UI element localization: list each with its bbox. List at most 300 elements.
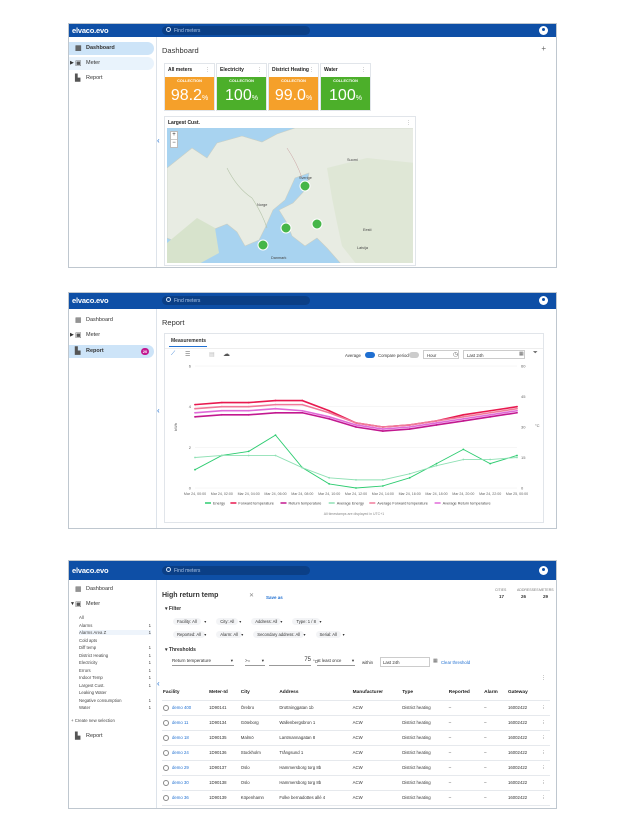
- column-header[interactable]: Gateway: [507, 685, 540, 700]
- series-point: [436, 465, 438, 467]
- table-cell: [352, 700, 402, 715]
- selection-list-item[interactable]: [79, 690, 151, 695]
- expand-row-icon[interactable]: [163, 720, 169, 726]
- kpi-tile: [321, 77, 370, 110]
- search-input[interactable]: [162, 296, 310, 305]
- column-header[interactable]: Type: [401, 685, 448, 700]
- user-icon[interactable]: [539, 566, 548, 575]
- sidebar-item-dashboard[interactable]: [69, 314, 154, 327]
- series-line: [195, 455, 517, 479]
- filter-chip[interactable]: Address: All: [251, 618, 281, 625]
- selection-item-count: 1: [148, 660, 151, 665]
- facility-link[interactable]: demo 400: [172, 704, 192, 710]
- kpi-unit: %: [305, 95, 313, 102]
- table-cell[interactable]: [162, 790, 208, 805]
- map-title: Largest Cust.: [168, 120, 200, 126]
- kpi-value-wrap: [165, 87, 214, 105]
- cell-value: Örebro: [240, 705, 255, 710]
- sidebar-item-meter[interactable]: [69, 57, 154, 70]
- table-cell: [278, 715, 351, 730]
- search-input[interactable]: [162, 566, 310, 575]
- top-bar: [69, 24, 556, 37]
- map[interactable]: [167, 128, 413, 263]
- y-right-axis-label: °C: [535, 423, 540, 428]
- meters-table: [162, 685, 550, 806]
- sidebar-label: Report: [86, 348, 104, 354]
- kpi-card[interactable]: [164, 63, 215, 111]
- x-tick-label: Mar 24, 12:00: [344, 492, 368, 496]
- filter-chip[interactable]: Secondary address: All: [253, 631, 304, 638]
- table-cell: [448, 700, 483, 715]
- table-cell: [352, 730, 402, 745]
- series-point: [301, 400, 303, 402]
- table-cell: [240, 730, 279, 745]
- y-right-tick-label: 15: [521, 455, 526, 460]
- average-toggle[interactable]: [365, 352, 375, 358]
- series-point: [516, 457, 518, 459]
- threshold-period-input[interactable]: [380, 657, 430, 667]
- selection-item-count: 1: [148, 667, 151, 673]
- row-menu-icon[interactable]: ⋮: [540, 760, 550, 775]
- kpi-tile: [269, 77, 318, 110]
- series-point: [409, 477, 411, 479]
- selection-item-label: All: [79, 615, 84, 620]
- create-selection-button[interactable]: + Create new selection: [71, 718, 115, 723]
- cell-value: District heating: [402, 750, 431, 755]
- filter-icon[interactable]: ⏷: [533, 350, 538, 356]
- more-icon[interactable]: ⋮: [205, 67, 210, 73]
- cell-value: –: [448, 795, 452, 800]
- table-cell: [507, 745, 540, 760]
- cell-value: 16002422: [508, 705, 528, 710]
- dropdown-icon: ▾: [239, 619, 242, 624]
- dropdown-icon: ▾: [261, 658, 264, 663]
- compare-period-label: Compare period: [378, 353, 409, 358]
- table-cell: [507, 760, 540, 775]
- expand-row-icon[interactable]: [163, 735, 169, 741]
- series-point: [489, 410, 491, 412]
- legend-label[interactable]: Energy: [213, 501, 226, 506]
- kpi-value-wrap: [269, 87, 318, 105]
- kpi-label: COLLECTION: [177, 79, 202, 83]
- table-cell: [401, 700, 448, 715]
- report-icon: ▙: [75, 75, 81, 82]
- compare-toggle[interactable]: [409, 352, 419, 358]
- expand-row-icon[interactable]: [163, 795, 169, 801]
- x-tick-label: Mar 24, 16:00: [398, 492, 421, 496]
- zoom-out-button[interactable]: −: [172, 140, 176, 146]
- table-cell: [507, 775, 540, 790]
- table-row[interactable]: [162, 715, 550, 730]
- table-row[interactable]: [162, 730, 550, 745]
- filter-chip[interactable]: Facility: All: [173, 618, 201, 625]
- series-point: [248, 406, 250, 408]
- meter-icon: ▣: [75, 60, 82, 67]
- selection-item-label: Largest Cust.: [79, 682, 105, 688]
- facility-link[interactable]: demo 36: [172, 794, 189, 800]
- dashboard-screenshot: [68, 23, 557, 268]
- x-tick-label: Mar 24, 20:00: [452, 492, 475, 496]
- kpi-label: COLLECTION: [281, 79, 306, 83]
- sidebar-item-dashboard[interactable]: [69, 42, 154, 55]
- cell-value: –: [484, 780, 487, 785]
- series-point: [328, 416, 330, 418]
- series-point: [462, 414, 464, 416]
- column-header[interactable]: City: [240, 685, 279, 700]
- series-point: [275, 404, 277, 406]
- cell-value: District heating: [402, 735, 431, 740]
- series-point: [489, 414, 491, 416]
- column-header[interactable]: Meter-Id: [208, 685, 240, 700]
- kpi-unit: %: [201, 95, 209, 102]
- sidebar-label: Dashboard: [86, 45, 115, 51]
- facility-link[interactable]: demo 29: [172, 764, 189, 770]
- cell-value: District heating: [402, 765, 431, 770]
- save-as-button[interactable]: Save as: [266, 595, 283, 600]
- series-point: [436, 422, 438, 424]
- more-icon[interactable]: ⋮: [541, 675, 546, 681]
- table-cell: [208, 745, 240, 760]
- meter-icon: ▣: [75, 601, 82, 608]
- table-cell[interactable]: [162, 730, 208, 745]
- filter-chip[interactable]: Alarm: All: [216, 631, 242, 638]
- add-widget-icon[interactable]: +: [541, 44, 546, 53]
- legend-label[interactable]: Forward temperature: [238, 501, 274, 506]
- selection-list-item[interactable]: [79, 698, 151, 703]
- column-header[interactable]: Manufacturer: [352, 685, 402, 700]
- zoom-controls: [170, 131, 178, 148]
- selection-item-label: Water: [79, 705, 91, 710]
- filter-chip[interactable]: City: All: [216, 618, 238, 625]
- sidebar-label: Meter: [86, 60, 101, 66]
- logo: elvaco.evo: [72, 26, 109, 35]
- cell-value: ACW: [352, 750, 363, 755]
- table-row[interactable]: [162, 775, 550, 790]
- row-menu-icon[interactable]: ⋮: [540, 730, 550, 745]
- more-icon[interactable]: ⋮: [257, 67, 262, 73]
- chart-footnote: All timestamps are displayed in UTC+1: [323, 512, 385, 516]
- y-right-tick-label: 0: [521, 485, 524, 491]
- cloud-download-icon[interactable]: ☁: [223, 351, 230, 358]
- zoom-in-button[interactable]: +: [172, 132, 176, 138]
- table-cell[interactable]: [162, 745, 208, 760]
- threshold-quantity-select[interactable]: [172, 658, 234, 666]
- kpi-value: 100: [329, 87, 356, 104]
- selection-list-item[interactable]: [79, 623, 151, 628]
- column-header[interactable]: Address: [278, 685, 351, 700]
- series-point: [328, 410, 330, 412]
- collapse-sidebar-icon[interactable]: ‹: [157, 406, 160, 415]
- table-cell[interactable]: [162, 700, 208, 715]
- threshold-duration-select[interactable]: [317, 658, 355, 666]
- map-label: Suomi: [347, 158, 358, 162]
- dropdown-icon: ▾: [230, 658, 233, 663]
- legend-label[interactable]: Average Energy: [336, 501, 364, 506]
- series-line: [195, 409, 517, 429]
- sidebar-item-meter[interactable]: [69, 329, 154, 342]
- map-label: Eesti: [363, 228, 372, 232]
- legend-label[interactable]: Average Return temperature: [442, 501, 491, 506]
- table-cell: [240, 760, 279, 775]
- table-row[interactable]: [162, 790, 550, 805]
- report-screenshot: [68, 292, 557, 529]
- selection-list-item[interactable]: [79, 705, 151, 710]
- selection-item-label: Leaking Water: [79, 690, 107, 695]
- cell-value: Trångsund 1: [279, 750, 304, 755]
- threshold-value-input[interactable]: [269, 657, 311, 666]
- cell-value: Hammersborg torg 8b: [279, 765, 322, 770]
- series-point: [489, 463, 491, 465]
- cell-value: District heating: [402, 780, 431, 785]
- expand-row-icon[interactable]: [163, 780, 169, 786]
- threshold-value: 75: [304, 657, 311, 663]
- legend-label[interactable]: Return temperature: [288, 501, 322, 506]
- kpi-card-title: All meters: [168, 67, 193, 73]
- selection-item-count: 1: [148, 697, 151, 703]
- cell-value: 1D90141: [209, 705, 227, 710]
- selection-item-label: Diff temp: [79, 645, 97, 650]
- search-placeholder: Find meters: [174, 567, 201, 574]
- cell-value: –: [484, 765, 487, 770]
- cell-value: Wallenbergsbron 1: [279, 720, 316, 725]
- table-row[interactable]: [162, 745, 550, 760]
- table-cell[interactable]: [162, 760, 208, 775]
- table-cell: [401, 745, 448, 760]
- selection-list-item[interactable]: [79, 660, 151, 665]
- series-point: [409, 426, 411, 428]
- selection-list-item[interactable]: [79, 615, 151, 620]
- clear-threshold-link[interactable]: Clear threshold: [441, 660, 471, 665]
- selection-item-label: Alarms Area Z: [79, 630, 107, 635]
- stat-label: CITIES: [495, 588, 507, 592]
- sidebar-label: Dashboard: [86, 586, 113, 592]
- table-cell: [278, 730, 351, 745]
- table-row[interactable]: [162, 700, 550, 715]
- filter-heading[interactable]: ▾ Filter: [165, 606, 182, 612]
- cell-value: 16002422: [508, 780, 528, 785]
- threshold-operator-select[interactable]: [245, 658, 265, 666]
- series-point: [275, 434, 277, 436]
- series-point: [301, 467, 303, 469]
- table-cell: [448, 715, 483, 730]
- table-cell: [448, 775, 483, 790]
- series-point: [436, 463, 438, 465]
- selection-list-item[interactable]: [79, 630, 151, 635]
- stat-value: 29: [543, 594, 549, 599]
- export-icon[interactable]: ▤: [209, 352, 215, 358]
- selection-list-item[interactable]: [79, 653, 151, 658]
- table-row[interactable]: [162, 760, 550, 775]
- table-cell: [208, 790, 240, 805]
- kpi-value-wrap: [321, 87, 370, 105]
- cell-value: 16002422: [508, 765, 528, 770]
- cell-value: 1D90137: [209, 765, 227, 770]
- y-right-tick-label: 30: [521, 424, 526, 430]
- kpi-card[interactable]: [216, 63, 267, 111]
- y-tick-label: 6: [188, 363, 191, 369]
- period-select[interactable]: [463, 350, 525, 359]
- table-cell: [240, 775, 279, 790]
- cell-value: 16002422: [508, 750, 528, 755]
- y-right-tick-label: 60: [521, 363, 526, 369]
- kpi-value: 98.2: [170, 87, 202, 104]
- column-header[interactable]: Alarm: [483, 685, 507, 700]
- more-icon[interactable]: ⋮: [309, 67, 314, 73]
- series-point: [409, 473, 411, 475]
- facility-link[interactable]: demo 30: [172, 779, 189, 785]
- facility-link[interactable]: demo 11: [172, 719, 189, 725]
- selection-list-item[interactable]: [79, 638, 151, 643]
- cell-value: 1D90134: [209, 720, 227, 725]
- line-chart-icon[interactable]: ⟋: [171, 351, 176, 357]
- series-point: [221, 406, 223, 408]
- cell-value: 1D90136: [209, 750, 227, 755]
- map-widget: [164, 116, 416, 266]
- y-tick-label: 2: [188, 444, 191, 450]
- table-cell: [401, 730, 448, 745]
- cell-value: ACW: [352, 780, 363, 785]
- selection-item-count: 1: [148, 705, 151, 710]
- cell-value: Oslo: [240, 780, 250, 785]
- kpi-value-wrap: [217, 87, 266, 105]
- y-axis-label: kWh: [173, 423, 178, 431]
- dashboard-icon: ▦: [75, 45, 82, 52]
- search-input[interactable]: [162, 26, 310, 35]
- cell-value: 1D90138: [209, 780, 227, 785]
- expand-row-icon[interactable]: [163, 705, 169, 711]
- user-icon[interactable]: [539, 296, 548, 305]
- cell-value: 16002422: [508, 795, 528, 800]
- table-cell: [448, 730, 483, 745]
- series-point: [355, 426, 357, 428]
- sidebar: [69, 37, 157, 267]
- filter-chip[interactable]: Type: 1 / 8: [292, 618, 320, 625]
- table-cell: [507, 790, 540, 805]
- dropdown-icon: ▾: [241, 632, 244, 637]
- cell-value: Stockholm: [240, 750, 261, 755]
- cell-value: –: [448, 705, 452, 710]
- facility-link[interactable]: demo 24: [172, 749, 189, 755]
- cell-value: Hammersborg torg 8b: [279, 780, 322, 785]
- sidebar-item-dashboard[interactable]: [69, 583, 154, 596]
- sidebar: [69, 580, 157, 808]
- table-cell: [401, 715, 448, 730]
- series-point: [462, 420, 464, 422]
- selection-item-label: District Heating: [79, 652, 109, 658]
- expand-row-icon[interactable]: [163, 765, 169, 771]
- kpi-tile: [217, 77, 266, 110]
- table-cell: [448, 745, 483, 760]
- legend-label[interactable]: Average Forward temperature: [377, 501, 428, 506]
- filter-chip[interactable]: Reported: All: [173, 631, 205, 638]
- more-icon[interactable]: ⋮: [406, 120, 411, 126]
- row-menu-icon[interactable]: ⋮: [540, 700, 550, 715]
- row-menu-icon[interactable]: ⋮: [540, 715, 550, 730]
- column-header[interactable]: Facility: [162, 685, 208, 700]
- cell-value: –: [484, 750, 487, 755]
- series-point: [462, 418, 464, 420]
- sidebar-item-report[interactable]: [69, 345, 154, 358]
- period-value: Last 24h: [467, 353, 484, 358]
- facility-link[interactable]: demo 18: [172, 734, 189, 740]
- clear-title-icon[interactable]: ✕: [249, 593, 255, 599]
- table-cell: [483, 760, 507, 775]
- selection-item-count: 1: [148, 675, 151, 680]
- cell-value: –: [484, 705, 487, 710]
- dropdown-icon: ▾: [319, 619, 322, 624]
- y-tick-label: 0: [188, 485, 191, 491]
- calendar-icon[interactable]: ▦: [433, 658, 438, 664]
- series-point: [221, 455, 223, 457]
- user-icon[interactable]: [539, 26, 548, 35]
- series-point: [248, 402, 250, 404]
- selection-list-item[interactable]: [79, 668, 151, 673]
- table-cell: [483, 790, 507, 805]
- selection-list-item[interactable]: [79, 645, 151, 650]
- collapse-sidebar-icon[interactable]: ‹: [157, 679, 160, 688]
- series-point: [194, 408, 196, 410]
- sidebar-item-meter[interactable]: [69, 598, 154, 611]
- sidebar-label: Meter: [86, 332, 101, 338]
- more-icon[interactable]: ⋮: [361, 67, 366, 73]
- collapse-sidebar-icon[interactable]: ‹: [157, 136, 160, 145]
- dropdown-icon: ▾: [351, 658, 354, 663]
- table-cell[interactable]: [162, 715, 208, 730]
- selection-list-item[interactable]: [79, 683, 151, 688]
- thresholds-heading-label: Thresholds: [168, 647, 196, 653]
- clock-icon: ◷: [453, 352, 459, 358]
- series-point: [489, 416, 491, 418]
- row-menu-icon[interactable]: ⋮: [540, 745, 550, 760]
- dropdown-icon: ▾: [303, 632, 306, 637]
- tab-underline: [169, 346, 207, 347]
- series-point: [409, 428, 411, 430]
- thresholds-heading[interactable]: ▾ Thresholds: [165, 647, 196, 653]
- cell-value: ACW: [352, 795, 363, 800]
- series-point: [221, 414, 223, 416]
- table-icon[interactable]: ☰: [185, 352, 191, 358]
- filter-chip[interactable]: Serial: All: [316, 631, 341, 638]
- threshold-operator: >=: [245, 658, 251, 663]
- series-point: [275, 412, 277, 414]
- column-header[interactable]: Reported: [448, 685, 483, 700]
- sidebar-item-report[interactable]: [69, 72, 154, 85]
- kpi-card[interactable]: [320, 63, 371, 111]
- selection-list-item[interactable]: [79, 675, 151, 680]
- sidebar-label: Dashboard: [86, 317, 113, 323]
- x-tick-label: Mar 24, 22:00: [479, 492, 502, 496]
- series-point: [301, 410, 303, 412]
- expand-row-icon[interactable]: [163, 750, 169, 756]
- calendar-icon[interactable]: ▦: [519, 351, 524, 357]
- table-cell[interactable]: [162, 775, 208, 790]
- report-icon: ▙: [75, 348, 81, 355]
- sidebar-label: Report: [86, 75, 103, 81]
- table-cell: [240, 700, 279, 715]
- x-tick-label: Mar 24, 00:00: [183, 492, 207, 496]
- kpi-card[interactable]: [268, 63, 319, 111]
- column-header-actions: [540, 685, 550, 700]
- row-menu-icon[interactable]: ⋮: [540, 775, 550, 790]
- tab-measurements[interactable]: Measurements: [171, 338, 207, 344]
- row-menu-icon[interactable]: ⋮: [540, 790, 550, 805]
- table-cell: [278, 745, 351, 760]
- cell-value: 1D90139: [209, 795, 227, 800]
- map-label: Norge: [257, 203, 268, 207]
- kpi-value: 100: [225, 87, 252, 104]
- x-tick-label: Mar 24, 14:00: [371, 492, 394, 496]
- sidebar-item-report[interactable]: [69, 730, 154, 743]
